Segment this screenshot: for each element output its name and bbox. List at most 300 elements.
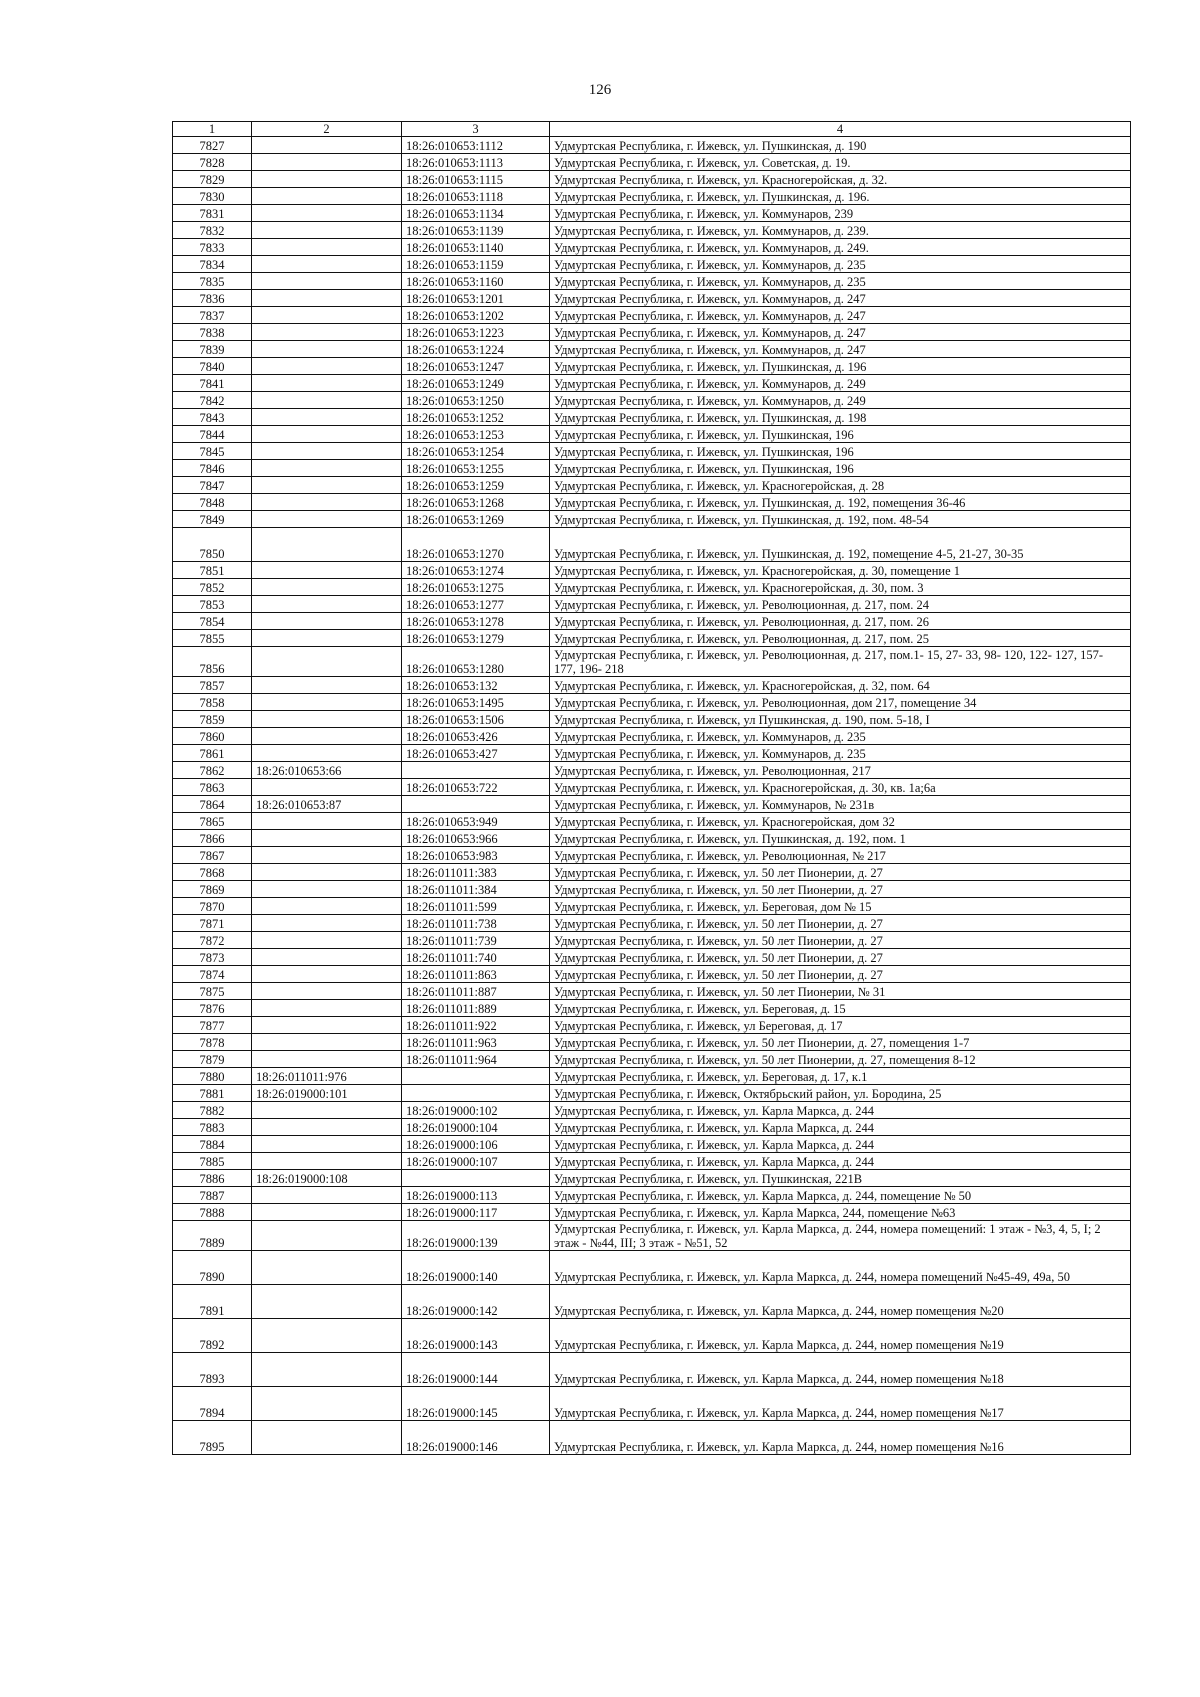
row-number: 7887 [173, 1187, 252, 1204]
address: Удмуртская Республика, г. Ижевск, ул. 50 лет Пионерии, д. 27 [550, 864, 1131, 881]
cadastral-number-object: 18:26:011011:963 [402, 1034, 550, 1051]
address: Удмуртская Республика, г. Ижевск, ул. Революционная, 217 [550, 762, 1131, 779]
table-row [173, 881, 1131, 898]
address: Удмуртская Республика, г. Ижевск, ул. Красногеройская, д. 32. [550, 171, 1131, 188]
row-number: 7833 [173, 239, 252, 256]
address: Удмуртская Республика, г. Ижевск, ул. Коммунаров, д. 249. [550, 239, 1131, 256]
row-number: 7892 [173, 1319, 252, 1353]
row-number: 7841 [173, 375, 252, 392]
table-row [173, 847, 1131, 864]
cadastral-number-land [252, 647, 402, 677]
table-row [173, 239, 1131, 256]
table-row [173, 1000, 1131, 1017]
cadastral-number-land [252, 847, 402, 864]
cadastral-number-land [252, 779, 402, 796]
address: Удмуртская Республика, г. Ижевск, ул. Красногеройская, д. 28 [550, 477, 1131, 494]
address: Удмуртская Республика, г. Ижевск, ул. Коммунаров, д. 247 [550, 307, 1131, 324]
cadastral-number-object: 18:26:011011:739 [402, 932, 550, 949]
address: Удмуртская Республика, г. Ижевск, ул. 50 лет Пионерии, д. 27 [550, 915, 1131, 932]
address: Удмуртская Республика, г. Ижевск, ул. Карла Маркса, д. 244, помещение № 50 [550, 1187, 1131, 1204]
table-row [173, 745, 1131, 762]
cadastral-number-land [252, 813, 402, 830]
cadastral-number-land [252, 137, 402, 154]
cadastral-number-land [252, 745, 402, 762]
row-number: 7831 [173, 205, 252, 222]
address: Удмуртская Республика, г. Ижевск, ул. Карла Маркса, д. 244, номер помещения №18 [550, 1353, 1131, 1387]
cadastral-number-land [252, 222, 402, 239]
address: Удмуртская Республика, г. Ижевск, ул. Пушкинская, д. 196 [550, 358, 1131, 375]
table-row [173, 443, 1131, 460]
cadastral-number-object: 18:26:010653:1247 [402, 358, 550, 375]
cadastral-number-land [252, 188, 402, 205]
cadastral-number-object: 18:26:010653:1223 [402, 324, 550, 341]
cadastral-number-land [252, 898, 402, 915]
address: Удмуртская Республика, г. Ижевск, ул. Коммунаров, д. 247 [550, 341, 1131, 358]
row-number: 7852 [173, 579, 252, 596]
cadastral-number-land [252, 728, 402, 745]
cadastral-number-land [252, 426, 402, 443]
cadastral-number-object: 18:26:019000:104 [402, 1119, 550, 1136]
table-row [173, 1387, 1131, 1421]
table-row [173, 711, 1131, 728]
table-row [173, 898, 1131, 915]
table-row [173, 528, 1131, 562]
address: Удмуртская Республика, г. Ижевск, ул. Пушкинская, 221В [550, 1170, 1131, 1187]
table-row [173, 477, 1131, 494]
cadastral-number-object: 18:26:010653:1274 [402, 562, 550, 579]
row-number: 7888 [173, 1204, 252, 1221]
cadastral-number-land [252, 154, 402, 171]
table-row [173, 188, 1131, 205]
row-number: 7837 [173, 307, 252, 324]
row-number: 7854 [173, 613, 252, 630]
row-number: 7853 [173, 596, 252, 613]
address: Удмуртская Республика, г. Ижевск, ул. Коммунаров, д. 239. [550, 222, 1131, 239]
address: Удмуртская Республика, г. Ижевск, ул. Красногеройская, д. 32, пом. 64 [550, 677, 1131, 694]
cadastral-number-object: 18:26:010653:1277 [402, 596, 550, 613]
cadastral-number-object [402, 762, 550, 779]
row-number: 7849 [173, 511, 252, 528]
row-number: 7828 [173, 154, 252, 171]
row-number: 7827 [173, 137, 252, 154]
table-row [173, 205, 1131, 222]
row-number: 7895 [173, 1421, 252, 1455]
address: Удмуртская Республика, г. Ижевск, ул. Коммунаров, д. 247 [550, 324, 1131, 341]
row-number: 7830 [173, 188, 252, 205]
table-row [173, 494, 1131, 511]
page-number: 126 [588, 82, 612, 98]
row-number: 7881 [173, 1085, 252, 1102]
cadastral-number-land [252, 630, 402, 647]
address: Удмуртская Республика, г. Ижевск, ул. Коммунаров, 239 [550, 205, 1131, 222]
address: Удмуртская Республика, г. Ижевск, ул. Карла Маркса, д. 244, номер помещения №16 [550, 1421, 1131, 1455]
table-row [173, 915, 1131, 932]
row-number: 7870 [173, 898, 252, 915]
cadastral-number-object: 18:26:019000:117 [402, 1204, 550, 1221]
row-number: 7869 [173, 881, 252, 898]
cadastral-number-land [252, 1136, 402, 1153]
row-number: 7846 [173, 460, 252, 477]
cadastral-number-object: 18:26:011011:889 [402, 1000, 550, 1017]
cadastral-number-land [252, 290, 402, 307]
cadastral-number-land [252, 477, 402, 494]
cadastral-number-land [252, 1221, 402, 1251]
registry-table [172, 121, 1131, 1455]
address: Удмуртская Республика, г. Ижевск, ул. Береговая, д. 15 [550, 1000, 1131, 1017]
table-row [173, 613, 1131, 630]
address: Удмуртская Республика, г. Ижевск, ул. Красногеройская, д. 30, помещение 1 [550, 562, 1131, 579]
row-number: 7845 [173, 443, 252, 460]
table-row [173, 932, 1131, 949]
table-row [173, 1153, 1131, 1170]
cadastral-number-object: 18:26:010653:1278 [402, 613, 550, 630]
table-row [173, 1204, 1131, 1221]
table-row [173, 677, 1131, 694]
table-row [173, 796, 1131, 813]
row-number: 7863 [173, 779, 252, 796]
cadastral-number-land [252, 864, 402, 881]
cadastral-number-land [252, 677, 402, 694]
address: Удмуртская Республика, г. Ижевск, ул. Карла Маркса, д. 244 [550, 1153, 1131, 1170]
row-number: 7847 [173, 477, 252, 494]
table-row [173, 762, 1131, 779]
row-number: 7874 [173, 966, 252, 983]
cadastral-number-land [252, 1285, 402, 1319]
cadastral-number-object: 18:26:010653:722 [402, 779, 550, 796]
table-body [173, 137, 1131, 1455]
cadastral-number-land [252, 1034, 402, 1051]
cadastral-number-object: 18:26:010653:1259 [402, 477, 550, 494]
table-row [173, 728, 1131, 745]
cadastral-number-land: 18:26:010653:87 [252, 796, 402, 813]
cadastral-number-land [252, 613, 402, 630]
table-row [173, 949, 1131, 966]
cadastral-number-land [252, 694, 402, 711]
cadastral-number-land [252, 392, 402, 409]
address: Удмуртская Республика, г. Ижевск, ул. Коммунаров, д. 249 [550, 392, 1131, 409]
header-col-4: 4 [550, 122, 1131, 137]
cadastral-number-object: 18:26:010653:1139 [402, 222, 550, 239]
table-row [173, 1085, 1131, 1102]
cadastral-number-land [252, 460, 402, 477]
address: Удмуртская Республика, г. Ижевск, ул. Пушкинская, д. 198 [550, 409, 1131, 426]
address: Удмуртская Республика, г. Ижевск, ул. Коммунаров, д. 247 [550, 290, 1131, 307]
cadastral-number-object: 18:26:010653:1249 [402, 375, 550, 392]
cadastral-number-object: 18:26:010653:1160 [402, 273, 550, 290]
row-number: 7860 [173, 728, 252, 745]
row-number: 7858 [173, 694, 252, 711]
cadastral-number-object [402, 1170, 550, 1187]
cadastral-number-object: 18:26:010653:1252 [402, 409, 550, 426]
row-number: 7893 [173, 1353, 252, 1387]
row-number: 7891 [173, 1285, 252, 1319]
cadastral-number-land [252, 1051, 402, 1068]
cadastral-number-land [252, 830, 402, 847]
address: Удмуртская Республика, г. Ижевск, ул. Красногеройская, дом 32 [550, 813, 1131, 830]
cadastral-number-object: 18:26:019000:144 [402, 1353, 550, 1387]
cadastral-number-land [252, 596, 402, 613]
address: Удмуртская Республика, г. Ижевск, ул. Карла Маркса, 244, помещение №63 [550, 1204, 1131, 1221]
table-row [173, 830, 1131, 847]
cadastral-number-object: 18:26:011011:384 [402, 881, 550, 898]
table-row [173, 290, 1131, 307]
address: Удмуртская Республика, г. Ижевск, ул. Карла Маркса, д. 244, номера помещений №45-49, 49а, 50 [550, 1251, 1131, 1285]
cadastral-number-land [252, 932, 402, 949]
address: Удмуртская Республика, г. Ижевск, ул. Красногеройская, д. 30, кв. 1а;6а [550, 779, 1131, 796]
address: Удмуртская Республика, г. Ижевск, ул. Карла Маркса, д. 244, номера помещений: 1 этаж - №3, 4, 5, I; 2 этаж - №44, III; 3 этаж - №51, 52 [550, 1221, 1131, 1251]
row-number: 7882 [173, 1102, 252, 1119]
cadastral-number-land [252, 443, 402, 460]
row-number: 7861 [173, 745, 252, 762]
table-row [173, 137, 1131, 154]
table-row [173, 511, 1131, 528]
row-number: 7879 [173, 1051, 252, 1068]
cadastral-number-object: 18:26:019000:145 [402, 1387, 550, 1421]
cadastral-number-land [252, 1000, 402, 1017]
cadastral-number-land [252, 1119, 402, 1136]
cadastral-number-object: 18:26:019000:142 [402, 1285, 550, 1319]
address: Удмуртская Республика, г. Ижевск, ул. Революционная, № 217 [550, 847, 1131, 864]
cadastral-number-object: 18:26:010653:1255 [402, 460, 550, 477]
address: Удмуртская Республика, г. Ижевск, ул Пушкинская, д. 190, пом. 5-18, I [550, 711, 1131, 728]
address: Удмуртская Республика, г. Ижевск, ул. Береговая, д. 17, к.1 [550, 1068, 1131, 1085]
table-row [173, 966, 1131, 983]
address: Удмуртская Республика, г. Ижевск, ул. Пушкинская, 196 [550, 460, 1131, 477]
row-number: 7886 [173, 1170, 252, 1187]
cadastral-number-object: 18:26:010653:1280 [402, 647, 550, 677]
address: Удмуртская Республика, г. Ижевск, ул. Коммунаров, д. 235 [550, 745, 1131, 762]
cadastral-number-land [252, 528, 402, 562]
cadastral-number-object: 18:26:019000:139 [402, 1221, 550, 1251]
cadastral-number-land [252, 1017, 402, 1034]
row-number: 7836 [173, 290, 252, 307]
row-number: 7850 [173, 528, 252, 562]
table-header [173, 122, 1131, 137]
cadastral-number-object: 18:26:011011:964 [402, 1051, 550, 1068]
cadastral-number-object: 18:26:010653:1113 [402, 154, 550, 171]
table-row [173, 1102, 1131, 1119]
cadastral-number-object: 18:26:010653:132 [402, 677, 550, 694]
cadastral-number-object: 18:26:010653:949 [402, 813, 550, 830]
row-number: 7843 [173, 409, 252, 426]
cadastral-number-object: 18:26:010653:1115 [402, 171, 550, 188]
address: Удмуртская Республика, г. Ижевск, ул. Коммунаров, № 231в [550, 796, 1131, 813]
cadastral-number-land [252, 341, 402, 358]
row-number: 7865 [173, 813, 252, 830]
cadastral-number-object: 18:26:019000:106 [402, 1136, 550, 1153]
table-row [173, 256, 1131, 273]
cadastral-number-land [252, 358, 402, 375]
row-number: 7839 [173, 341, 252, 358]
cadastral-number-land [252, 1251, 402, 1285]
header-row [173, 122, 1131, 137]
address: Удмуртская Республика, г. Ижевск, ул. 50 лет Пионерии, д. 27, помещения 8-12 [550, 1051, 1131, 1068]
cadastral-number-land: 18:26:019000:108 [252, 1170, 402, 1187]
cadastral-number-object: 18:26:010653:1268 [402, 494, 550, 511]
cadastral-number-land [252, 949, 402, 966]
address: Удмуртская Республика, г. Ижевск, ул. Красногеройская, д. 30, пом. 3 [550, 579, 1131, 596]
cadastral-number-object: 18:26:010653:1202 [402, 307, 550, 324]
row-number: 7838 [173, 324, 252, 341]
cadastral-number-object: 18:26:010653:1269 [402, 511, 550, 528]
cadastral-number-object: 18:26:010653:1254 [402, 443, 550, 460]
cadastral-number-object: 18:26:010653:966 [402, 830, 550, 847]
table-row [173, 983, 1131, 1000]
cadastral-number-object: 18:26:010653:1270 [402, 528, 550, 562]
cadastral-number-object: 18:26:019000:146 [402, 1421, 550, 1455]
address: Удмуртская Республика, г. Ижевск, ул. Пушкинская, д. 192, помещение 4-5, 21-27, 30-35 [550, 528, 1131, 562]
cadastral-number-land [252, 579, 402, 596]
cadastral-number-object: 18:26:010653:1495 [402, 694, 550, 711]
cadastral-number-object: 18:26:019000:102 [402, 1102, 550, 1119]
cadastral-number-object: 18:26:019000:143 [402, 1319, 550, 1353]
table-row [173, 171, 1131, 188]
row-number: 7883 [173, 1119, 252, 1136]
address: Удмуртская Республика, г. Ижевск, ул. Коммунаров, д. 249 [550, 375, 1131, 392]
table-row [173, 1221, 1131, 1251]
table-row [173, 324, 1131, 341]
cadastral-number-object: 18:26:011011:887 [402, 983, 550, 1000]
row-number: 7832 [173, 222, 252, 239]
cadastral-number-object: 18:26:011011:383 [402, 864, 550, 881]
cadastral-number-object: 18:26:010653:1159 [402, 256, 550, 273]
table-row [173, 1136, 1131, 1153]
address: Удмуртская Республика, г. Ижевск, ул. Пушкинская, 196 [550, 426, 1131, 443]
cadastral-number-object: 18:26:010653:1506 [402, 711, 550, 728]
address: Удмуртская Республика, г. Ижевск, ул. 50 лет Пионерии, д. 27, помещения 1-7 [550, 1034, 1131, 1051]
table-row [173, 813, 1131, 830]
cadastral-number-land [252, 1319, 402, 1353]
cadastral-number-land [252, 375, 402, 392]
table-row [173, 154, 1131, 171]
table-row [173, 1068, 1131, 1085]
table-row [173, 1034, 1131, 1051]
cadastral-number-land [252, 711, 402, 728]
row-number: 7890 [173, 1251, 252, 1285]
cadastral-number-land [252, 273, 402, 290]
table-row [173, 358, 1131, 375]
row-number: 7885 [173, 1153, 252, 1170]
cadastral-number-object: 18:26:010653:427 [402, 745, 550, 762]
cadastral-number-land [252, 1387, 402, 1421]
header-col-2: 2 [252, 122, 402, 137]
table-row [173, 562, 1131, 579]
table-row [173, 1170, 1131, 1187]
address: Удмуртская Республика, г. Ижевск, ул. Карла Маркса, д. 244, номер помещения №20 [550, 1285, 1131, 1319]
cadastral-number-object: 18:26:011011:738 [402, 915, 550, 932]
row-number: 7840 [173, 358, 252, 375]
row-number: 7862 [173, 762, 252, 779]
row-number: 7866 [173, 830, 252, 847]
row-number: 7829 [173, 171, 252, 188]
row-number: 7894 [173, 1387, 252, 1421]
address: Удмуртская Республика, г. Ижевск, ул. Береговая, дом № 15 [550, 898, 1131, 915]
cadastral-number-land [252, 1187, 402, 1204]
table-row [173, 392, 1131, 409]
table-row [173, 341, 1131, 358]
row-number: 7873 [173, 949, 252, 966]
cadastral-number-land [252, 562, 402, 579]
table-row [173, 460, 1131, 477]
table-row [173, 694, 1131, 711]
table-row [173, 1353, 1131, 1387]
row-number: 7848 [173, 494, 252, 511]
cadastral-number-object: 18:26:010653:1140 [402, 239, 550, 256]
cadastral-number-land: 18:26:010653:66 [252, 762, 402, 779]
row-number: 7857 [173, 677, 252, 694]
cadastral-number-object [402, 1068, 550, 1085]
address: Удмуртская Республика, г. Ижевск, ул. Советская, д. 19. [550, 154, 1131, 171]
row-number: 7842 [173, 392, 252, 409]
row-number: 7864 [173, 796, 252, 813]
cadastral-number-land [252, 1353, 402, 1387]
table-row [173, 1119, 1131, 1136]
row-number: 7867 [173, 847, 252, 864]
cadastral-number-land [252, 881, 402, 898]
cadastral-number-object: 18:26:011011:740 [402, 949, 550, 966]
address: Удмуртская Республика, г. Ижевск, ул. Карла Маркса, д. 244 [550, 1102, 1131, 1119]
cadastral-number-object: 18:26:011011:599 [402, 898, 550, 915]
row-number: 7856 [173, 647, 252, 677]
cadastral-number-land [252, 494, 402, 511]
cadastral-number-object: 18:26:019000:113 [402, 1187, 550, 1204]
address: Удмуртская Республика, г. Ижевск, ул. Карла Маркса, д. 244 [550, 1119, 1131, 1136]
cadastral-number-land [252, 1204, 402, 1221]
header-col-1: 1 [173, 122, 252, 137]
row-number: 7868 [173, 864, 252, 881]
address: Удмуртская Республика, г. Ижевск, ул Береговая, д. 17 [550, 1017, 1131, 1034]
cadastral-number-object: 18:26:010653:1275 [402, 579, 550, 596]
address: Удмуртская Республика, г. Ижевск, ул. Революционная, д. 217, пом. 25 [550, 630, 1131, 647]
address: Удмуртская Республика, г. Ижевск, ул. Коммунаров, д. 235 [550, 273, 1131, 290]
cadastral-number-object: 18:26:019000:107 [402, 1153, 550, 1170]
cadastral-number-object: 18:26:010653:426 [402, 728, 550, 745]
cadastral-number-object: 18:26:019000:140 [402, 1251, 550, 1285]
address: Удмуртская Республика, г. Ижевск, ул. 50 лет Пионерии, д. 27 [550, 949, 1131, 966]
table-row [173, 375, 1131, 392]
cadastral-number-land [252, 966, 402, 983]
row-number: 7859 [173, 711, 252, 728]
cadastral-number-land [252, 511, 402, 528]
cadastral-number-land [252, 171, 402, 188]
cadastral-number-object: 18:26:010653:1118 [402, 188, 550, 205]
row-number: 7834 [173, 256, 252, 273]
row-number: 7872 [173, 932, 252, 949]
table-row [173, 409, 1131, 426]
cadastral-number-land [252, 256, 402, 273]
cadastral-number-land [252, 1102, 402, 1119]
table-row [173, 579, 1131, 596]
table-row [173, 307, 1131, 324]
address: Удмуртская Республика, г. Ижевск, ул. Революционная, д. 217, пом. 26 [550, 613, 1131, 630]
cadastral-number-land [252, 1153, 402, 1170]
row-number: 7855 [173, 630, 252, 647]
address: Удмуртская Республика, г. Ижевск, ул. Карла Маркса, д. 244 [550, 1136, 1131, 1153]
cadastral-number-land [252, 324, 402, 341]
cadastral-number-land [252, 409, 402, 426]
cadastral-number-object: 18:26:010653:983 [402, 847, 550, 864]
cadastral-number-object: 18:26:011011:863 [402, 966, 550, 983]
cadastral-number-land: 18:26:011011:976 [252, 1068, 402, 1085]
address: Удмуртская Республика, г. Ижевск, ул. Карла Маркса, д. 244, номер помещения №17 [550, 1387, 1131, 1421]
address: Удмуртская Республика, г. Ижевск, ул. Пушкинская, д. 192, пом. 1 [550, 830, 1131, 847]
header-col-3: 3 [402, 122, 550, 137]
address: Удмуртская Республика, г. Ижевск, ул. Революционная, д. 217, пом. 24 [550, 596, 1131, 613]
table-row [173, 1017, 1131, 1034]
address: Удмуртская Республика, г. Ижевск, Октябрьский район, ул. Бородина, 25 [550, 1085, 1131, 1102]
cadastral-number-object: 18:26:010653:1224 [402, 341, 550, 358]
row-number: 7880 [173, 1068, 252, 1085]
